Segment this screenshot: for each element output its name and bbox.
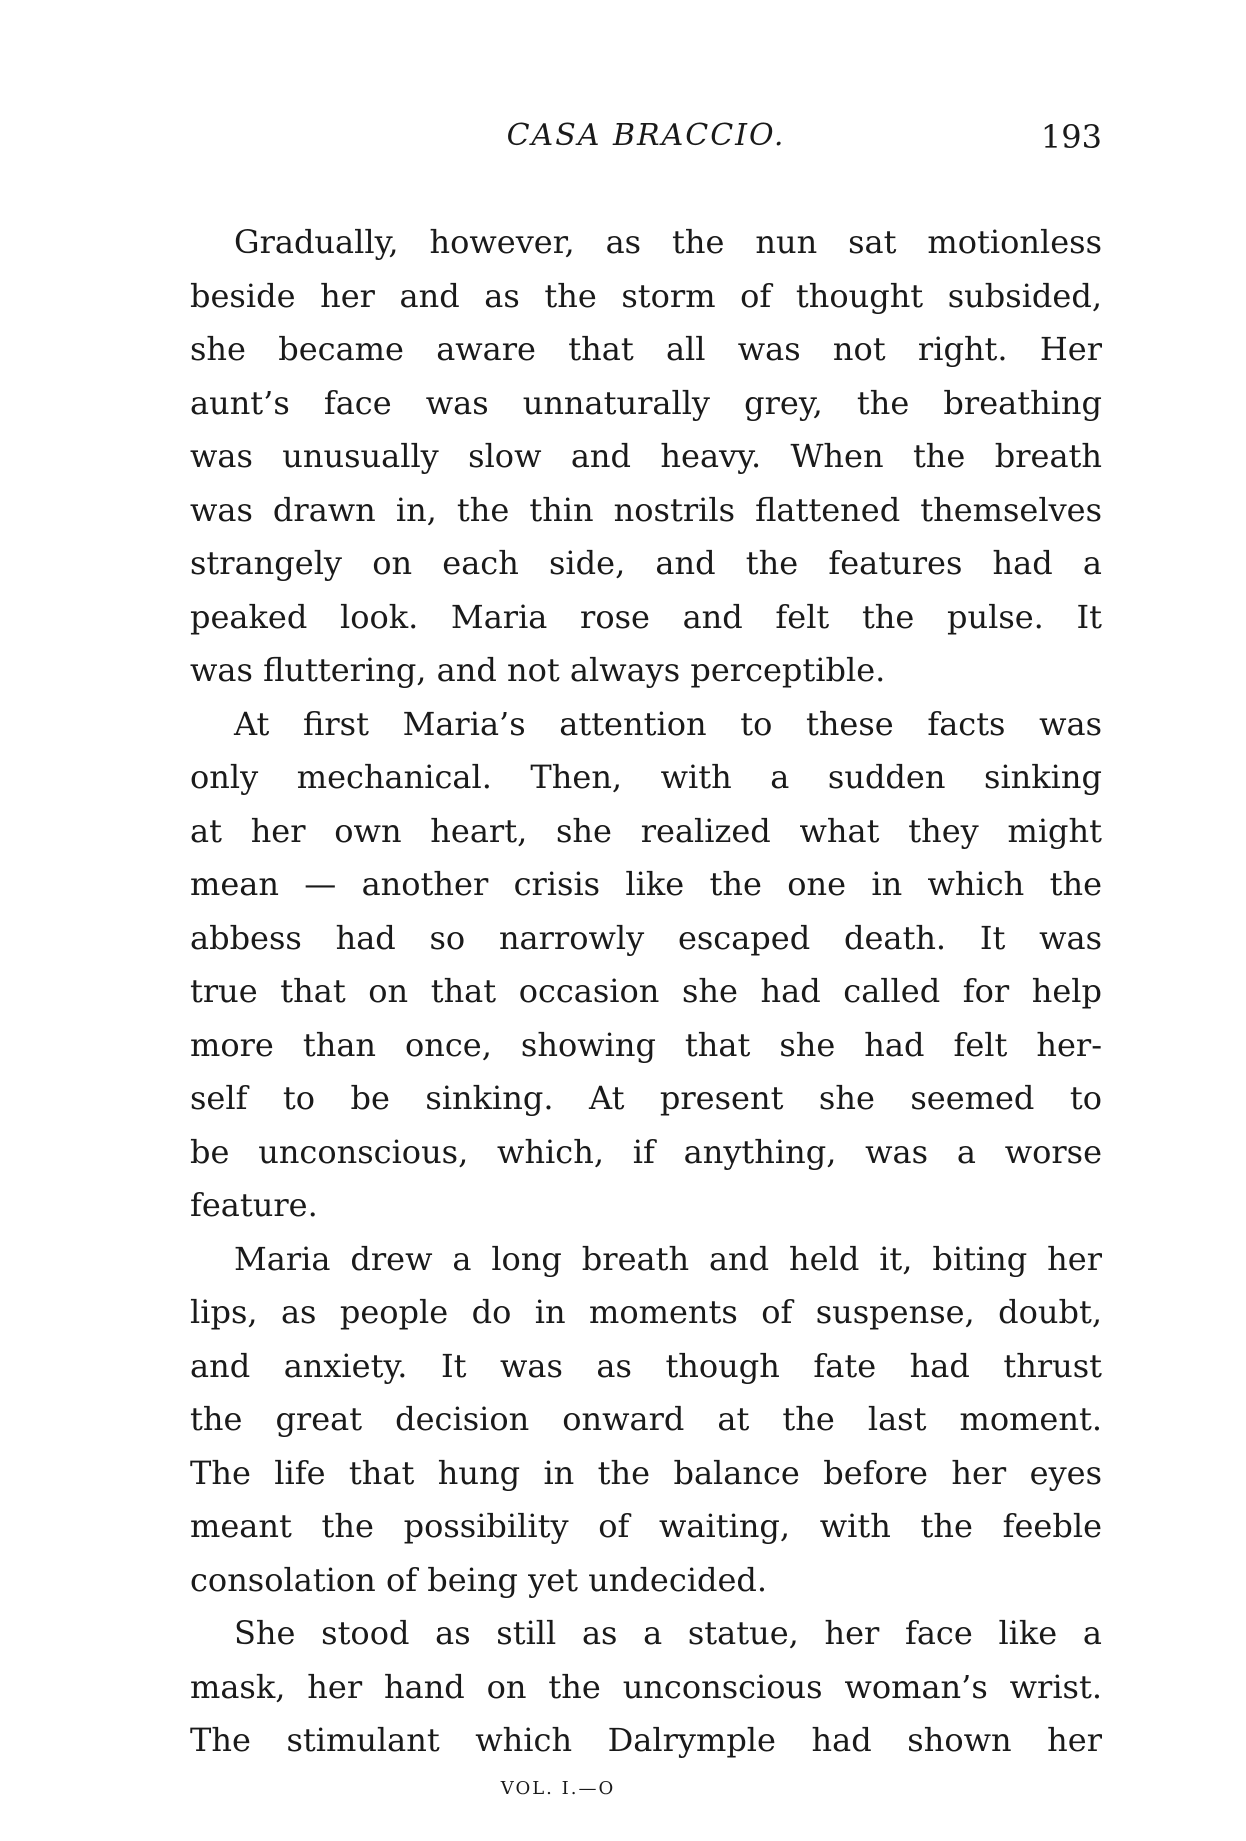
text-line: aunt’s face was unnaturally grey, the breathing bbox=[190, 383, 1102, 422]
text-line: consolation of being yet undecided. bbox=[190, 1560, 768, 1599]
signature-mark-text: VOL. I.—O bbox=[500, 1778, 616, 1799]
text-line: feature. bbox=[190, 1186, 318, 1224]
text-line: was drawn in, the thin nostrils flattened themselves bbox=[190, 490, 1102, 529]
text-line: strangely on each side, and the features had a bbox=[190, 544, 1102, 582]
text-line: she became aware that all was not right. Her bbox=[190, 330, 1102, 368]
text-line: The stimulant which Dalrymple had shown her bbox=[190, 1721, 1102, 1759]
text-line: mask, her hand on the unconscious woman’s wrist. bbox=[190, 1667, 1102, 1706]
text-line: be unconscious, which, if anything, was a worse bbox=[190, 1132, 1102, 1171]
text-line: true that on that occasion she had called for help bbox=[190, 972, 1102, 1010]
text-line: more than once, showing that she had felt her- bbox=[190, 1025, 1102, 1064]
text-line: abbess had so narrowly escaped death. It was bbox=[190, 918, 1102, 957]
body-text bbox=[190, 216, 1102, 1768]
text-line: the great decision onward at the last moment. bbox=[190, 1400, 1102, 1438]
text-line: Maria drew a long breath and held it, biting her bbox=[234, 1239, 1102, 1278]
text-line: was fluttering, and not always perceptible. bbox=[190, 651, 886, 689]
text-line: and anxiety. It was as though fate had thrust bbox=[190, 1346, 1102, 1385]
text-line: Gradually, however, as the nun sat motionless bbox=[234, 223, 1102, 261]
signature-mark bbox=[0, 1778, 1246, 1799]
text-line: only mechanical. Then, with a sudden sinking bbox=[190, 758, 1102, 796]
running-title: CASA BRACCIO. bbox=[506, 118, 786, 153]
text-line: The life that hung in the balance before her eyes bbox=[190, 1453, 1102, 1492]
text-line: at her own heart, she realized what they might bbox=[190, 811, 1102, 850]
page-number: 193 bbox=[1040, 118, 1102, 156]
text-line: At first Maria’s attention to these facts was bbox=[234, 704, 1102, 743]
text-line: lips, as people do in moments of suspense, doubt, bbox=[190, 1293, 1102, 1331]
text-line: meant the possibility of waiting, with the feeble bbox=[190, 1507, 1102, 1545]
text-line: beside her and as the storm of thought subsided, bbox=[190, 276, 1102, 315]
text-line: peaked look. Maria rose and felt the pulse. It bbox=[190, 597, 1102, 636]
text-line: was unusually slow and heavy. When the breath bbox=[190, 437, 1102, 475]
text-line: mean — another crisis like the one in which the bbox=[190, 865, 1102, 903]
page-header bbox=[190, 118, 1102, 168]
text-line: She stood as still as a statue, her face like a bbox=[234, 1614, 1102, 1652]
text-line: self to be sinking. At present she seemed to bbox=[190, 1079, 1102, 1117]
